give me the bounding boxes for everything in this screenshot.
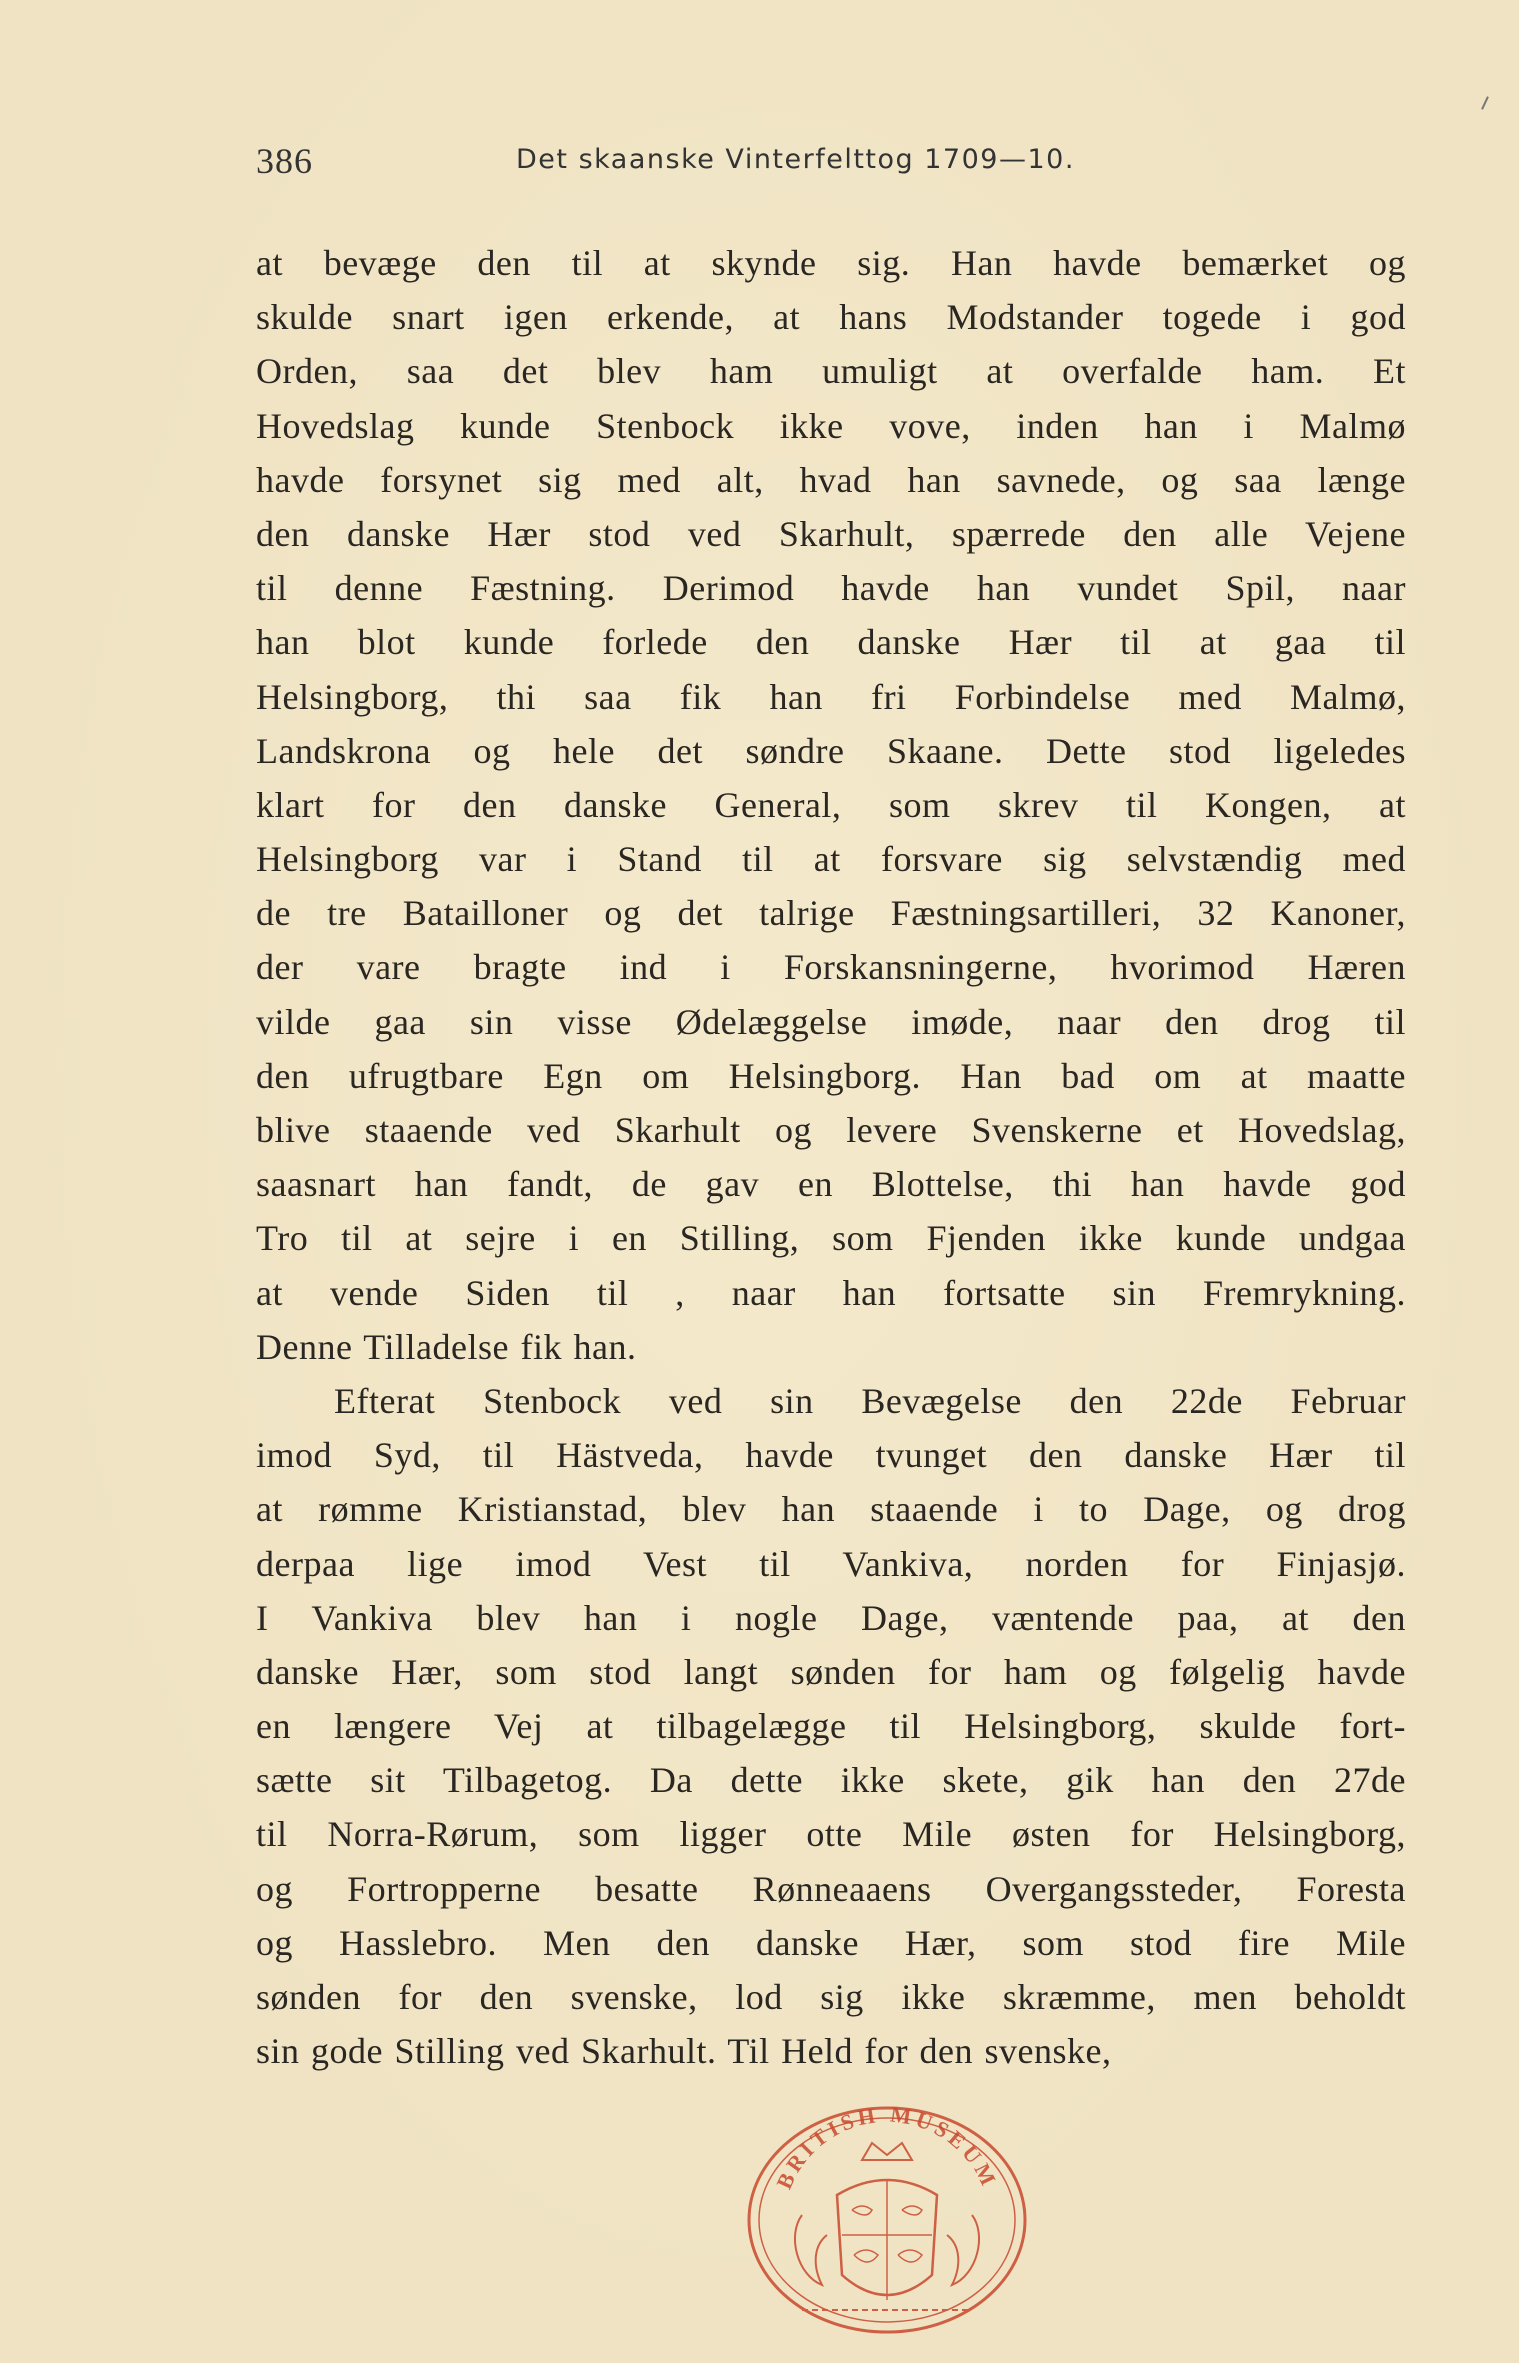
text-line: skulde snart igen erkende, at hans Modstander togede i god xyxy=(256,297,1406,338)
text-line: og Hasslebro. Men den danske Hær, som stod fire Mile xyxy=(256,1922,1406,1963)
text-line: Denne Tilladelse fik han. xyxy=(256,1326,637,1367)
text-line: og Fortropperne besatte Rønneaaens Overgangssteder, Foresta xyxy=(256,1868,1406,1909)
text-line: Tro til at sejre i en Stilling, som Fjenden ikke kunde undgaa xyxy=(256,1218,1406,1259)
text-line: den ufrugtbare Egn om Helsingborg. Han bad om at maatte xyxy=(256,1055,1406,1096)
text-line: at vende Siden til , naar han fortsatte sin Fremrykning. xyxy=(256,1272,1406,1313)
text-line: vilde gaa sin visse Ødelæggelse imøde, naar den drog til xyxy=(256,1001,1406,1042)
text-line: klart for den danske General, som skrev til Kongen, at xyxy=(256,784,1406,825)
text-line: Helsingborg, thi saa fik han fri Forbindelse med Malmø, xyxy=(256,676,1406,717)
margin-tick-mark xyxy=(1481,96,1489,110)
text-line: danske Hær, som stod langt sønden for ham og følgelig havde xyxy=(256,1651,1406,1692)
text-line: imod Syd, til Hästveda, havde tvunget den danske Hær til xyxy=(256,1435,1406,1476)
body-text xyxy=(256,236,1406,2078)
text-line: at bevæge den til at skynde sig. Han havde bemærket og xyxy=(256,243,1406,283)
page-number: 386 xyxy=(256,141,313,181)
text-line: Orden, saa det blev ham umuligt at overfalde ham. Et xyxy=(256,351,1406,392)
text-line: I Vankiva blev han i nogle Dage, væntende paa, at den xyxy=(256,1597,1406,1638)
text-line: Landskrona og hele det søndre Skaane. Dette stod ligeledes xyxy=(256,730,1406,771)
text-line: der vare bragte ind i Forskansningerne, hvorimod Hæren xyxy=(256,947,1406,988)
running-title: Det skaanske Vinterfelttog 1709—10. xyxy=(516,144,1075,175)
text-line: sætte sit Tilbagetog. Da dette ikke skete, gik han den 27de xyxy=(256,1760,1406,1801)
text-line: til Norra-Rørum, som ligger otte Mile østen for Helsingborg, xyxy=(256,1814,1406,1855)
text-line: den danske Hær stod ved Skarhult, spærrede den alle Vejene xyxy=(256,513,1406,554)
text-line: Hovedslag kunde Stenbock ikke vove, inden han i Malmø xyxy=(256,405,1406,446)
text-line: saasnart han fandt, de gav en Blottelse, thi han havde god xyxy=(256,1164,1406,1205)
text-line: til denne Fæstning. Derimod havde han vundet Spil, naar xyxy=(256,568,1406,609)
text-line: Efterat Stenbock ved sin Bevægelse den 22de Februar xyxy=(334,1380,1406,1421)
text-line: han blot kunde forlede den danske Hær til at gaa til xyxy=(256,622,1406,663)
text-line: en længere Vej at tilbagelægge til Helsingborg, skulde fort- xyxy=(256,1706,1406,1747)
text-line: sønden for den svenske, lod sig ikke skræmme, men beholdt xyxy=(256,1977,1406,2017)
text-line: de tre Batailloner og det talrige Fæstningsartilleri, 32 Kanoner, xyxy=(256,893,1406,934)
text-line: blive staaende ved Skarhult og levere Svenskerne et Hovedslag, xyxy=(256,1110,1406,1150)
text-line: sin gode Stilling ved Skarhult. Til Held for den svenske, xyxy=(256,2031,1112,2072)
text-line: Helsingborg var i Stand til at forsvare sig selvstændig med xyxy=(256,839,1406,880)
text-line: at rømme Kristianstad, blev han staaende i to Dage, og drog xyxy=(256,1489,1406,1530)
running-head xyxy=(256,140,1256,190)
text-line: derpaa lige imod Vest til Vankiva, norden for Finjasjø. xyxy=(256,1543,1406,1584)
text-line: havde forsynet sig med alt, hvad han savnede, og saa længe xyxy=(256,459,1406,500)
british-museum-stamp-icon xyxy=(742,2085,1032,2340)
stamp-text: BRITISH MUSEUM xyxy=(771,2101,1003,2193)
